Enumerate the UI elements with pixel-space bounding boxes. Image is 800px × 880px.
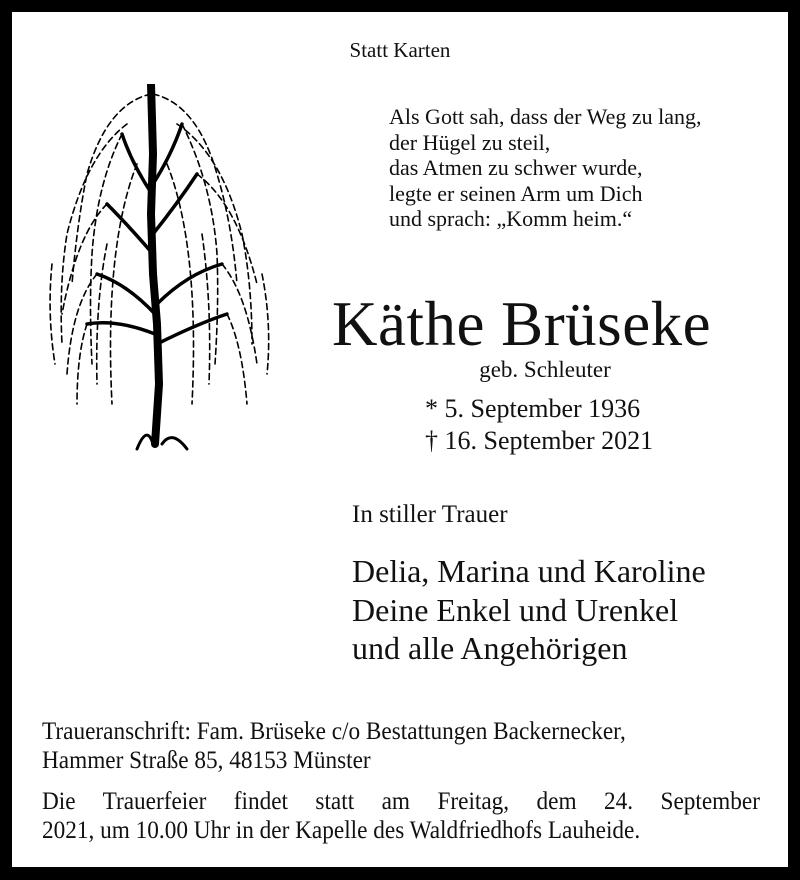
poem-line: der Hügel zu steil,	[389, 129, 551, 155]
poem-line: das Atmen zu schwer wurde,	[389, 155, 643, 180]
obituary-notice	[12, 12, 788, 867]
poem-line: und sprach: „Komm heim.“	[389, 206, 633, 231]
deceased-name: Käthe Brüseke	[332, 289, 712, 359]
willow-tree-illustration	[47, 84, 297, 454]
ceremony-info	[42, 788, 760, 845]
address-line: Traueranschrift: Fam. Brüseke c/o Bestattungen Backernecker,	[42, 718, 626, 745]
mourner-line: Deine Enkel und Urenkel	[352, 591, 679, 628]
poem	[389, 104, 702, 232]
ceremony-line: Die Trauerfeier findet statt am Freitag, dem 24. September	[42, 788, 760, 815]
address-line: Hammer Straße 85, 48153 Münster	[42, 746, 371, 774]
mourning-intro: In stiller Trauer	[352, 501, 508, 528]
maiden-name: geb. Schleuter	[479, 357, 611, 382]
mourners-list	[352, 552, 706, 668]
death-date: † 16. September 2021	[425, 426, 654, 455]
ceremony-line: 2021, um 10.00 Uhr in der Kapelle des Waldfriedhofs Lauheide.	[42, 816, 641, 844]
poem-line: Als Gott sah, dass der Weg zu lang,	[389, 104, 702, 129]
address	[42, 718, 760, 775]
birth-date: * 5. September 1936	[425, 394, 641, 423]
mourner-line: Delia, Marina und Karoline	[352, 553, 706, 589]
header-text: Statt Karten	[349, 38, 451, 62]
mourner-line: und alle Angehörigen	[352, 630, 628, 666]
footer	[42, 718, 760, 845]
poem-line: legte er seinen Arm um Dich	[389, 180, 643, 206]
